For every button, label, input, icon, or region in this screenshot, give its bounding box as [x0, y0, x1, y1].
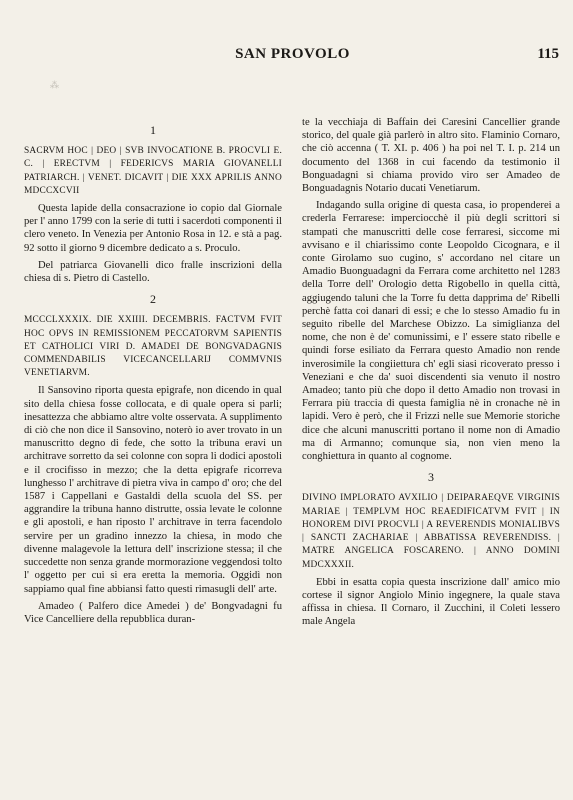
paragraph: Questa lapide della consacrazione io copio dal Giornale per l' anno 1799 con la serie di tutti i sacerdoti componenti il clero veneto. In Venezia per Antonio Rosa in 12. e stà a pag. 92 sotto il giorno 9 dicembre dedicato a s. Proculo.	[24, 203, 282, 254]
inscription-2: MCCCLXXXIX. DIE XXIIII. DECEMBRIS. FACTVM FVIT HOC OPVS IN REMISSIONEM PECCATORVM SAPIENTIS ET CATHOLICI VIRI D. AMADEI DE BONGVADAGNIS COMMENDABILIS VICECANCELLARIJ COMMVNIS VENETIARVM.	[24, 315, 282, 379]
inscription-3: DIVINO IMPLORATO AVXILIO | DEIPARAEQVE VIRGINIS MARIAE | TEMPLVM HOC REAEDIFICATVM FVIT | IN HONOREM DIVI PROCVLI | A REVERENDIS MONIALIBVS | SANCTI ZACHARIAE | ABBATISSA REVERENDISS. | MATRE ANGELICA FOSCARENO. | ANNO DOMINI MDCXXXII.	[302, 493, 560, 570]
page-number: 115	[537, 46, 559, 62]
section-number-2: 2	[150, 292, 156, 307]
paragraph: Indagando sulla origine di questa casa, io propenderei a crederla Ferrarese: imperciocchè il più degli scrittori si stampati che manuscritti delle cose ferraresi, siccome mi avvisano e il chiarissimo conte Leopoldo Cicognara, e il conte Girolamo suo cugino, s' accordano nel citare un Amadio Buonguadagni da Ferrara come architetto nel 1283 della Torre dell' Orologio detta Rigobello in quella città, aggiugendo taluni che la Torre fu detta dapprima de' Ribelli perchè fatta coi danari di essi; e che lo stesso Amadio fu in seguito ribelle del Marchese Obizzo. La simiglianza del nome, che non è de' comunissimi, e l' essere stato ribelle e quindi forse esiliato da Ferrara questo Amadio non rende inverosimile la congiiettura ch' egli siasi ricoverato presso i Veneziani e che da' suoi discendenti sia venuto il nostro Amadeo; tanto più che dopo il detto Amadio non trovasi in Ferrara più traccia di questa famiglia nè in cronache nè in lapidi. Vero è però, che il Frizzi nelle sue Memorie storiche dice che alcuni manuscritti portano il nome non di Amadio ma di Armanno; comunque sia, non vien meno la conghiettura in quanto al cognome.	[302, 200, 560, 463]
paragraph: Del patriarca Giovanelli dico fralle inscrizioni della chiesa di s. Pietro di Castello.	[24, 259, 282, 285]
paragraph: Ebbi in esatta copia questa inscrizione dall' amico mio cortese il signor Angiolo Minio ingegnere, la quale stava affissa in chiesa. Il Cornaro, il Zucchini, il Coleti lessero male Angela	[302, 576, 560, 628]
left-column	[24, 116, 282, 630]
ink-smudge: ⁂	[50, 80, 59, 90]
inscription-1: SACRVM HOC | DEO | SVB INVOCATIONE B. PROCVLI E. C. | ERECTVM | FEDERICVS MARIA GIOVANELLI PATRIARCH. | VENET. DICAVIT | DIE XXX APRILIS ANNO MDCCXCVII	[24, 146, 282, 196]
running-title: SAN PROVOLO	[235, 46, 350, 62]
page-header	[20, 46, 565, 68]
right-column	[302, 116, 560, 633]
paragraph: Il Sansovino riporta questa epigrafe, non dicendo in qual sito della chiesa fosse collocata, e di quale opera si parli; inesattezza che abbiamo altre volte osservata. A supplimento di ciò che non dice il Sansovino, noterò io aver trovato in un manuscritto degno di fede, che sotto la tribuna eravi un architrave sorretto da sei colonne con sopra li dodici apostoli e il crocifisso in mezzo; che la detta epigrafe ricorreva lunghesso l' architrave di pietra viva in campo d' oro; che del 1587 i Cappellani e Gastaldi della scuola del SS. per aggrandire la tribuna hanno distrutte, ossia levate le colonne e gli apostoli, e han riposto l' architrave in terra facendolo servire per un gradino innezzo la chiesa, in modo che divenne malagevole la lettura dell' inscrizione stessa; il che succedette non senza grande mormorazione veggendosi tolto l' oggetto per cui si era eretta la memoria. Oggidì non sappiamo qual fine abbiansi fatto questi rimasugli dell' arte.	[24, 385, 282, 595]
paragraph: Amadeo ( Palfero dice Amedei ) de' Bongvadagni fu Vice Cancelliere della repubblica duran-	[24, 600, 282, 625]
paragraph: te la vecchiaja di Baffain dei Caresini Cancellier grande storico, del quale già parlerò in altro sito. Flaminio Cornaro, che ciò accenna ( T. XI. p. 406 ) ha poi nel T. I. p. 214 un documento del 1368 in cui facendo da testimonio il Bonguadagni si chiama provido viro ser Amadeo de Bonguadagnis Notario ducati Venetiarum.	[302, 117, 560, 195]
section-number-3: 3	[428, 470, 434, 485]
section-number-1: 1	[150, 123, 156, 137]
